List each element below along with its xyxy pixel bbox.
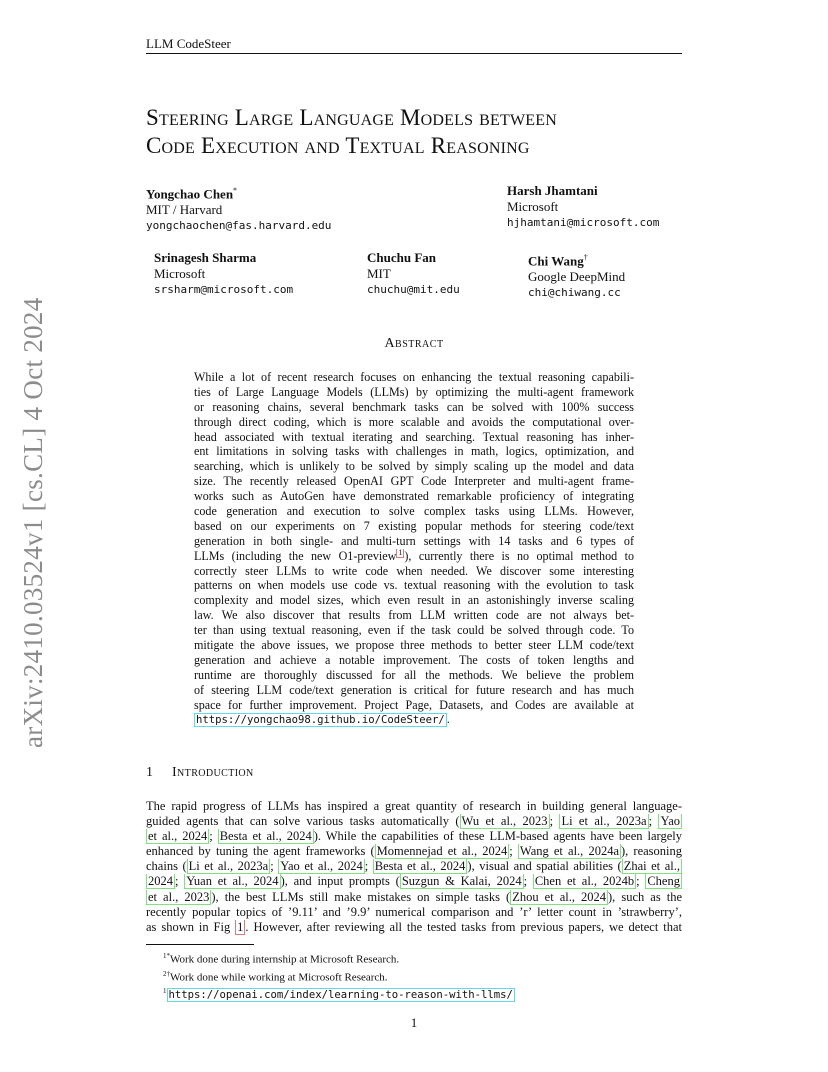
abstract-text: . xyxy=(446,712,450,727)
footnote-mark: 2† xyxy=(163,969,170,978)
abstract-line: based on our experiments on 7 existing popular methods for steering code/text xyxy=(194,518,634,533)
abstract-line xyxy=(194,549,634,564)
citation-link[interactable]: Li et al., 2023a xyxy=(561,814,647,829)
footnote-rule xyxy=(146,944,254,945)
citation-link[interactable]: et al., 2023 xyxy=(148,889,210,904)
abstract-line: complexity and model sizes, which even result in an astonishingly inverse scaling xyxy=(194,593,634,608)
citation-link[interactable]: Zhou et al., 2024 xyxy=(512,889,607,904)
paper-title xyxy=(146,104,706,160)
abstract-line: ter than using textual reasoning, even if the task could be solved through code. To xyxy=(194,623,634,638)
abstract-heading: Abstract xyxy=(384,336,444,351)
author-block xyxy=(367,250,460,298)
body-line: The rapid progress of LLMs has inspired a great quantity of research in building general language- xyxy=(146,799,682,813)
author-block xyxy=(507,183,659,231)
citation-link[interactable]: Zhai et al., xyxy=(623,859,680,874)
citation-link[interactable]: Yao et al., 2024 xyxy=(280,859,363,874)
abstract-text: LLMs (including the new O1-preview xyxy=(194,548,397,563)
footnote-mark: 1* xyxy=(163,952,170,960)
author-block xyxy=(146,183,331,234)
abstract-line: code generation and execution to solve complex tasks using LLMs. However, xyxy=(194,504,634,519)
footnote-ref-link[interactable]: 1 xyxy=(396,549,404,558)
abstract-line: through direct coding, which is more scalable and avoids the computational over- xyxy=(194,414,634,429)
footnote-url-link[interactable]: https://openai.com/index/learning-to-reason-with-llms/ xyxy=(168,988,513,1001)
citation-link[interactable]: Chen et al., 2024b xyxy=(534,874,635,889)
body-text: ), visual and spatial abilities ( xyxy=(467,859,622,874)
body-text: chains ( xyxy=(146,859,187,874)
author-mark: * xyxy=(233,186,238,195)
author-email: hjhamtani@microsoft.com xyxy=(507,216,660,229)
running-head: LLM CodeSteer xyxy=(146,36,231,51)
author-email: chi@chiwang.cc xyxy=(528,286,621,300)
title-line-1: Steering Large Language Models between xyxy=(146,105,558,130)
body-text: ), reasoning xyxy=(621,844,682,859)
abstract-line: generation and achieve a notable improvement. The costs of token lengths and xyxy=(194,652,634,667)
author-name: Yongchao Chen xyxy=(146,186,234,202)
author-email: srsharm@microsoft.com xyxy=(154,283,294,296)
body-text: . However, after reviewing all the tested tasks from previous papers, we detect that xyxy=(245,919,682,934)
author-affiliation: Microsoft xyxy=(154,266,206,281)
body-text: ), and input prompts ( xyxy=(280,874,400,889)
citation-link[interactable]: Cheng xyxy=(647,874,680,889)
author-name: Srinagesh Sharma xyxy=(154,250,257,265)
footnotes xyxy=(163,949,515,1002)
intro-paragraph xyxy=(146,799,682,935)
citation-link[interactable]: Momennejad et al., 2024 xyxy=(376,844,508,859)
body-line: guided agents that can solve various tasks automatically ( Wu et al., 2023 ; Li et al., 2023a ; Yao xyxy=(146,814,681,829)
header-rule xyxy=(146,53,682,54)
section-heading xyxy=(146,765,254,781)
author-affiliation: MIT xyxy=(367,266,391,281)
author-affiliation: MIT / Harvard xyxy=(146,202,223,218)
citation-link[interactable]: Yao xyxy=(660,814,681,829)
body-text: ), the best LLMs still make mistakes on simple tasks ( xyxy=(211,889,511,904)
citation-link[interactable]: Wu et al., 2023 xyxy=(461,814,548,829)
abstract-line: law. We also discover that results from LLM written code are not always bet- xyxy=(194,608,634,623)
abstract-line: runtime are thoroughly discussed for all the methods. We believe the problem xyxy=(194,667,634,682)
section-title: Introduction xyxy=(172,765,254,780)
body-line xyxy=(146,890,682,905)
body-text: enhanced by tuning the agent frameworks ( xyxy=(146,844,375,859)
author-affiliation: Google DeepMind xyxy=(528,269,626,285)
citation-link[interactable]: Suzgun & Kalai, 2024 xyxy=(401,874,522,889)
citation-link[interactable]: Wang et al., 2024a xyxy=(519,844,619,859)
author-block xyxy=(528,250,625,301)
abstract-line: ent limitations in solving tasks with challenges in math, logics, optimization, and xyxy=(194,444,634,459)
body-line: recently popular topics of ’9.11’ and ’9.9’ numerical comparison and ’r’ letter count in ’strawberry’, xyxy=(146,904,682,919)
body-line xyxy=(146,920,682,935)
footnote xyxy=(163,967,515,985)
abstract-line: mitigate the above issues, we propose three methods to better steer LLM code/text xyxy=(194,638,634,653)
citation-link[interactable]: Besta et al., 2024 xyxy=(219,829,312,844)
author-email: yongchaochen@fas.harvard.edu xyxy=(146,219,332,233)
section-number: 1 xyxy=(146,765,153,780)
citation-link[interactable]: Besta et al., 2024 xyxy=(374,859,466,874)
abstract-text: ), currently there is no optimal method to xyxy=(404,548,634,563)
body-line: chains ( Li et al., 2023a ; Yao et al., 2024 ; Besta et al., 2024 ), visual and spatial abilities ( Zhai et al., xyxy=(146,859,680,874)
author-name: Chuchu Fan xyxy=(367,250,436,265)
abstract-line: ties of Large Language Models (LLMs) by optimizing the multi-agent framework xyxy=(194,384,634,399)
abstract-line: space for further improvement. Project Page, Datasets, and Codes are available at xyxy=(194,697,634,712)
abstract-line: searching, which is unlikely to be solved by simply scaling up the model and data xyxy=(194,459,634,474)
footnote-text: Work done while working at Microsoft Research. xyxy=(170,971,388,984)
author-block xyxy=(154,250,293,298)
citation-link[interactable]: Li et al., 2023a xyxy=(188,859,269,874)
title-line-2: Code Execution and Textual Reasoning xyxy=(146,133,530,158)
body-text: ). While the capabilities of these LLM-based agents have been largely xyxy=(313,829,682,844)
body-text: as shown in Fig xyxy=(146,919,236,934)
footnote xyxy=(163,984,515,1002)
page-number: 1 xyxy=(410,1015,418,1030)
arxiv-identifier: arXiv:2410.03524v1 [cs.CL] 4 Oct 2024 xyxy=(18,297,48,748)
author-affiliation: Microsoft xyxy=(507,199,559,214)
body-line: 2024 ; Yuan et al., 2024 ), and input prompts ( Suzgun & Kalai, 2024 ; Chen et al., 2024b ; Cheng xyxy=(148,874,680,889)
abstract-line xyxy=(194,712,634,727)
figure-ref-link[interactable]: 1 xyxy=(237,919,244,934)
abstract-line: works such as AutoGen have demonstrated remarkable proficiency of integrating xyxy=(194,489,634,504)
abstract-body xyxy=(194,370,634,727)
body-text: ), such as the xyxy=(608,889,682,904)
citation-link[interactable]: et al., 2024 xyxy=(148,829,208,844)
author-name: Harsh Jhamtani xyxy=(507,183,598,198)
abstract-line: While a lot of recent research focuses on enhancing the textual reasoning capabili- xyxy=(194,370,634,384)
abstract-line: or reasoning chains, several benchmark tasks can be solved with 100% success xyxy=(194,399,634,414)
body-line: enhanced by tuning the agent frameworks ( Momennejad et al., 2024 ; Wang et al., 2024a ), reasoning xyxy=(146,844,682,859)
author-name: Chi Wang xyxy=(528,253,584,269)
abstract-line: correctly steer LLMs to write code when needed. We discover some interesting xyxy=(194,563,634,578)
project-page-link[interactable]: https://yongchao98.github.io/CodeSteer/ xyxy=(196,714,445,727)
abstract-line: generation in both single- and multi-turn settings with 14 tasks and 6 types of xyxy=(194,533,634,548)
body-line: et al., 2024 ; Besta et al., 2024 ). While the capabilities of these LLM-based agents have been largely xyxy=(148,829,682,844)
citation-link[interactable]: 2024 xyxy=(148,874,173,889)
abstract-line: of steering LLM code/text generation is critical for future research and has much xyxy=(194,682,634,697)
citation-link[interactable]: Yuan et al., 2024 xyxy=(186,874,279,889)
abstract-line: size. The recently released OpenAI GPT Code Interpreter and multi-agent frame- xyxy=(194,474,634,489)
body-text: guided agents that can solve various tasks automatically ( xyxy=(146,814,460,829)
author-email: chuchu@mit.edu xyxy=(367,283,460,296)
footnote-text: Work done during internship at Microsoft Research. xyxy=(170,953,400,966)
author-mark: † xyxy=(583,253,588,262)
footnote xyxy=(163,949,515,967)
abstract-line: head associated with textual iterating and searching. Textual reasoning has inher- xyxy=(194,429,634,444)
abstract-line: patterns on when models use code vs. textual reasoning with the evolution to task xyxy=(194,578,634,593)
footnote-mark: 1 xyxy=(163,987,167,996)
